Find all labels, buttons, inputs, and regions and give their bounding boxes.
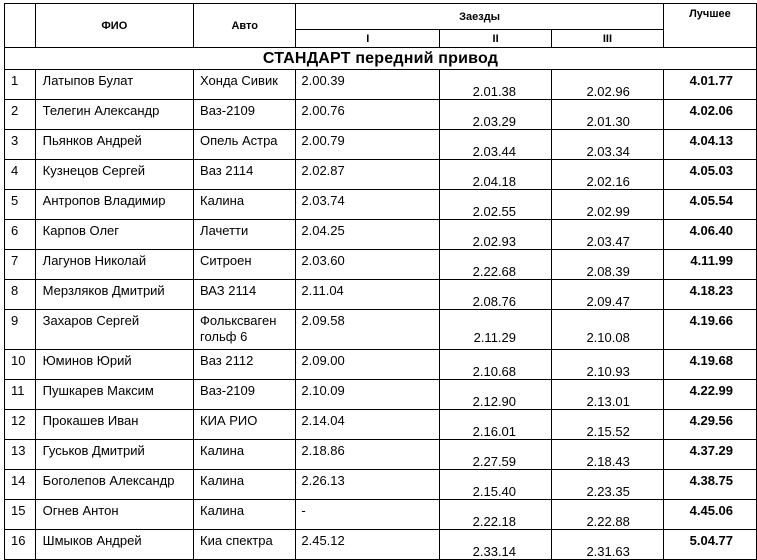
cell-name: Прокашев Иван: [35, 410, 193, 440]
cell-car: ВАЗ 2114: [194, 280, 296, 310]
header-run-2: II: [440, 30, 552, 48]
cell-run-3: 2.02.99: [552, 190, 664, 220]
cell-best: 4.01.77: [663, 70, 756, 100]
cell-run-2: 2.08.76: [440, 280, 552, 310]
table-row: [5, 310, 757, 350]
cell-num: 8: [5, 280, 36, 310]
cell-car: Ваз-2109: [194, 100, 296, 130]
cell-run-3: 2.23.35: [552, 470, 664, 500]
table-row: [5, 530, 757, 560]
cell-run-3: 2.09.47: [552, 280, 664, 310]
table-row: [5, 100, 757, 130]
cell-car: Фольксваген гольф 6: [194, 310, 296, 350]
cell-run-3: 2.18.43: [552, 440, 664, 470]
cell-best: 5.04.77: [663, 530, 756, 560]
cell-name: Карпов Олег: [35, 220, 193, 250]
cell-num: 10: [5, 350, 36, 380]
cell-name: Гуськов Дмитрий: [35, 440, 193, 470]
cell-run-1: 2.14.04: [296, 410, 440, 440]
cell-num: 4: [5, 160, 36, 190]
cell-run-1: 2.18.86: [296, 440, 440, 470]
cell-run-3: 2.02.16: [552, 160, 664, 190]
cell-run-2: 2.02.55: [440, 190, 552, 220]
cell-num: 6: [5, 220, 36, 250]
cell-num: 2: [5, 100, 36, 130]
table-row: [5, 160, 757, 190]
cell-run-3: 2.15.52: [552, 410, 664, 440]
header-row: [5, 4, 757, 30]
cell-run-2: 2.27.59: [440, 440, 552, 470]
cell-run-2: 2.02.93: [440, 220, 552, 250]
cell-name: Антропов Владимир: [35, 190, 193, 220]
cell-best: 4.06.40: [663, 220, 756, 250]
cell-best: 4.29.56: [663, 410, 756, 440]
cell-run-1: -: [296, 500, 440, 530]
cell-best: 4.45.06: [663, 500, 756, 530]
cell-run-2: 2.04.18: [440, 160, 552, 190]
header-run-3: III: [552, 30, 664, 48]
cell-run-2: 2.33.14: [440, 530, 552, 560]
cell-num: 15: [5, 500, 36, 530]
cell-best: 4.04.13: [663, 130, 756, 160]
cell-run-1: 2.02.87: [296, 160, 440, 190]
header-runs: Заезды: [296, 4, 663, 30]
cell-run-2: 2.15.40: [440, 470, 552, 500]
cell-run-3: 2.02.96: [552, 70, 664, 100]
cell-best: 4.19.66: [663, 310, 756, 350]
cell-run-3: 2.03.34: [552, 130, 664, 160]
cell-run-1: 2.00.39: [296, 70, 440, 100]
cell-car: Калина: [194, 470, 296, 500]
cell-num: 13: [5, 440, 36, 470]
cell-car: Киа спектра: [194, 530, 296, 560]
cell-run-3: 2.13.01: [552, 380, 664, 410]
cell-run-3: 2.10.93: [552, 350, 664, 380]
cell-run-2: 2.22.18: [440, 500, 552, 530]
cell-car: Калина: [194, 500, 296, 530]
cell-num: 9: [5, 310, 36, 350]
cell-run-1: 2.26.13: [296, 470, 440, 500]
cell-car: Ваз 2112: [194, 350, 296, 380]
header-run-1: I: [296, 30, 440, 48]
cell-best: 4.02.06: [663, 100, 756, 130]
table-row: [5, 470, 757, 500]
cell-run-1: 2.00.79: [296, 130, 440, 160]
cell-num: 3: [5, 130, 36, 160]
cell-run-3: 2.03.47: [552, 220, 664, 250]
cell-num: 11: [5, 380, 36, 410]
cell-run-3: 2.31.63: [552, 530, 664, 560]
cell-car: КИА РИО: [194, 410, 296, 440]
cell-run-2: 2.03.44: [440, 130, 552, 160]
cell-run-3: 2.10.08: [552, 310, 664, 350]
cell-num: 14: [5, 470, 36, 500]
cell-best: 4.11.99: [663, 250, 756, 280]
cell-car: Ваз 2114: [194, 160, 296, 190]
cell-num: 7: [5, 250, 36, 280]
cell-best: 4.18.23: [663, 280, 756, 310]
cell-name: Боголепов Александр: [35, 470, 193, 500]
cell-name: Юминов Юрий: [35, 350, 193, 380]
table-row: [5, 500, 757, 530]
cell-name: Мерзляков Дмитрий: [35, 280, 193, 310]
cell-car: Опель Астра: [194, 130, 296, 160]
cell-num: 16: [5, 530, 36, 560]
cell-run-2: 2.01.38: [440, 70, 552, 100]
cell-run-1: 2.10.09: [296, 380, 440, 410]
cell-name: Огнев Антон: [35, 500, 193, 530]
cell-run-2: 2.16.01: [440, 410, 552, 440]
cell-best: 4.37.29: [663, 440, 756, 470]
cell-name: Телегин Александр: [35, 100, 193, 130]
cell-run-3: 2.22.88: [552, 500, 664, 530]
cell-run-2: 2.03.29: [440, 100, 552, 130]
cell-name: Пушкарев Максим: [35, 380, 193, 410]
table-row: [5, 440, 757, 470]
cell-run-1: 2.00.76: [296, 100, 440, 130]
cell-run-3: 2.08.39: [552, 250, 664, 280]
cell-car: Калина: [194, 190, 296, 220]
cell-car: Ситроен: [194, 250, 296, 280]
cell-best: 4.38.75: [663, 470, 756, 500]
cell-run-1: 2.11.04: [296, 280, 440, 310]
table-row: [5, 380, 757, 410]
cell-name: Латыпов Булат: [35, 70, 193, 100]
cell-best: 4.22.99: [663, 380, 756, 410]
cell-num: 1: [5, 70, 36, 100]
cell-name: Шмыков Андрей: [35, 530, 193, 560]
cell-run-1: 2.09.58: [296, 310, 440, 350]
results-table: [4, 3, 757, 560]
table-row: [5, 350, 757, 380]
table-row: [5, 410, 757, 440]
table-row: [5, 280, 757, 310]
table-row: [5, 190, 757, 220]
cell-best: 4.19.68: [663, 350, 756, 380]
cell-car: Ваз-2109: [194, 380, 296, 410]
cell-best: 4.05.54: [663, 190, 756, 220]
table-row: [5, 250, 757, 280]
cell-run-1: 2.03.74: [296, 190, 440, 220]
header-car: Авто: [194, 4, 296, 48]
cell-run-2: 2.12.90: [440, 380, 552, 410]
table-row: [5, 130, 757, 160]
cell-car: Хонда Сивик: [194, 70, 296, 100]
cell-run-1: 2.04.25: [296, 220, 440, 250]
cell-run-3: 2.01.30: [552, 100, 664, 130]
section-title: СТАНДАРТ передний привод: [5, 48, 757, 70]
cell-run-1: 2.45.12: [296, 530, 440, 560]
cell-run-2: 2.22.68: [440, 250, 552, 280]
table-row: [5, 70, 757, 100]
cell-best: 4.05.03: [663, 160, 756, 190]
header-best: Лучшее: [663, 4, 756, 48]
cell-run-2: 2.10.68: [440, 350, 552, 380]
cell-name: Кузнецов Сергей: [35, 160, 193, 190]
section-row: [5, 48, 757, 70]
header-name: ФИО: [35, 4, 193, 48]
cell-run-1: 2.03.60: [296, 250, 440, 280]
cell-run-2: 2.11.29: [440, 310, 552, 350]
table-row: [5, 220, 757, 250]
cell-car: Калина: [194, 440, 296, 470]
header-num: [5, 4, 36, 48]
cell-car: Лачетти: [194, 220, 296, 250]
cell-name: Захаров Сергей: [35, 310, 193, 350]
cell-run-1: 2.09.00: [296, 350, 440, 380]
cell-name: Пьянков Андрей: [35, 130, 193, 160]
cell-name: Лагунов Николай: [35, 250, 193, 280]
cell-num: 12: [5, 410, 36, 440]
cell-num: 5: [5, 190, 36, 220]
